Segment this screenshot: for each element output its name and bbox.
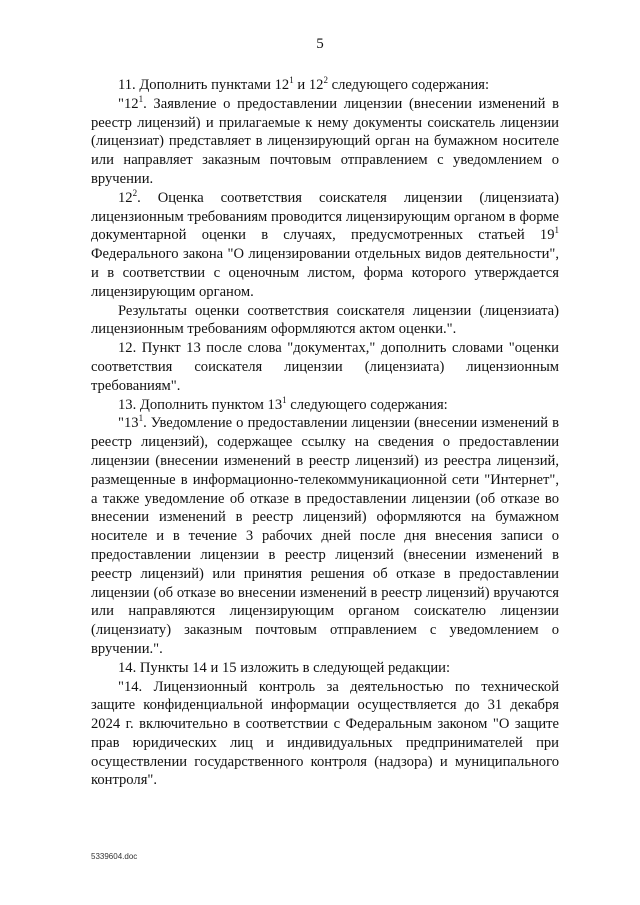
paragraph-item-12: 12. Пункт 13 после слова "документах," дополнить словами "оценки соответствия соискателя лицензии (лицензиата) лицензионным требованиям". [91, 340, 559, 394]
paragraph-clause-12-1: "$12^1$. Заявление о предоставлении лицензии (внесении изменений в реестр лицензий) и прилагаемые к нему документы соискатель лицензии (лицензиат) представляет в лицензирующий орган на бумажном носителе или направляет заказным почтовым отправлением с уведомлением о вручении. [91, 93, 559, 187]
paragraph-assessment-results: Результаты оценки соответствия соискателя лицензии (лицензиата) лицензионным требованиям оформляются актом оценки.". [91, 302, 559, 338]
paragraph-item-13: 13. Дополнить пунктом $13^1$ следующего содержания: [118, 394, 448, 413]
document-body [91, 76, 559, 790]
paragraph-item-14: 14. Пункты 14 и 15 изложить в следующей редакции: [118, 659, 451, 676]
file-name-footer: 5339604.doc [91, 852, 138, 861]
page-number: 5 [316, 36, 324, 52]
paragraph-item-11: 11. Дополнить пунктами $12^1$ и $12^2$ следующего содержания: [118, 75, 490, 93]
paragraph-clause-13-1: "$13^1$. Уведомление о предоставлении лицензии (внесении изменений в реестр лицензий), содержащее ссылку на сведения о предоставлении лицензии (внесении изменений в реестр лицензий) из реестра лицензий, размещенные в информационно-телекоммуникационной сети "Интернет", а также уведомление об отказе в предоставлении лицензии (об отказе во внесении изменений в реестр лицензий) оформляются на бумажном носителе и в течение 3 рабочих дней после дня внесения записи о предоставлении лицензии в реестр лицензий (внесении изменений в реестр лицензий) или принятия решения об отказе в предоставлении лицензии (об отказе во внесении изменений в реестр лицензий) вручаются или направляются лицензирующим органом соискателю лицензии (лицензиату) заказным почтовым отправлением с уведомлением о вручении.". [91, 413, 559, 657]
paragraph-clause-12-2: $12^2$. Оценка соответствия соискателя лицензии (лицензиата) лицензионным требованиям проводится лицензирующим органом в форме документарной оценки в случаях, предусмотренных статьей $19^1$ Федерального закона "О лицензировании отдельных видов деятельности", и в соответствии с оценочным листом, форма которого утверждается лицензирующим органом. [91, 187, 559, 300]
paragraph-clause-14: "14. Лицензионный контроль за деятельностью по технической защите конфиденциальной информации осуществляется до 31 декабря 2024 г. включительно в соответствии с Федеральным законом "О защите прав юридических лиц и индивидуальных предпринимателей при осуществлении государственного контроля (надзора) и муниципального контроля". [91, 678, 559, 789]
